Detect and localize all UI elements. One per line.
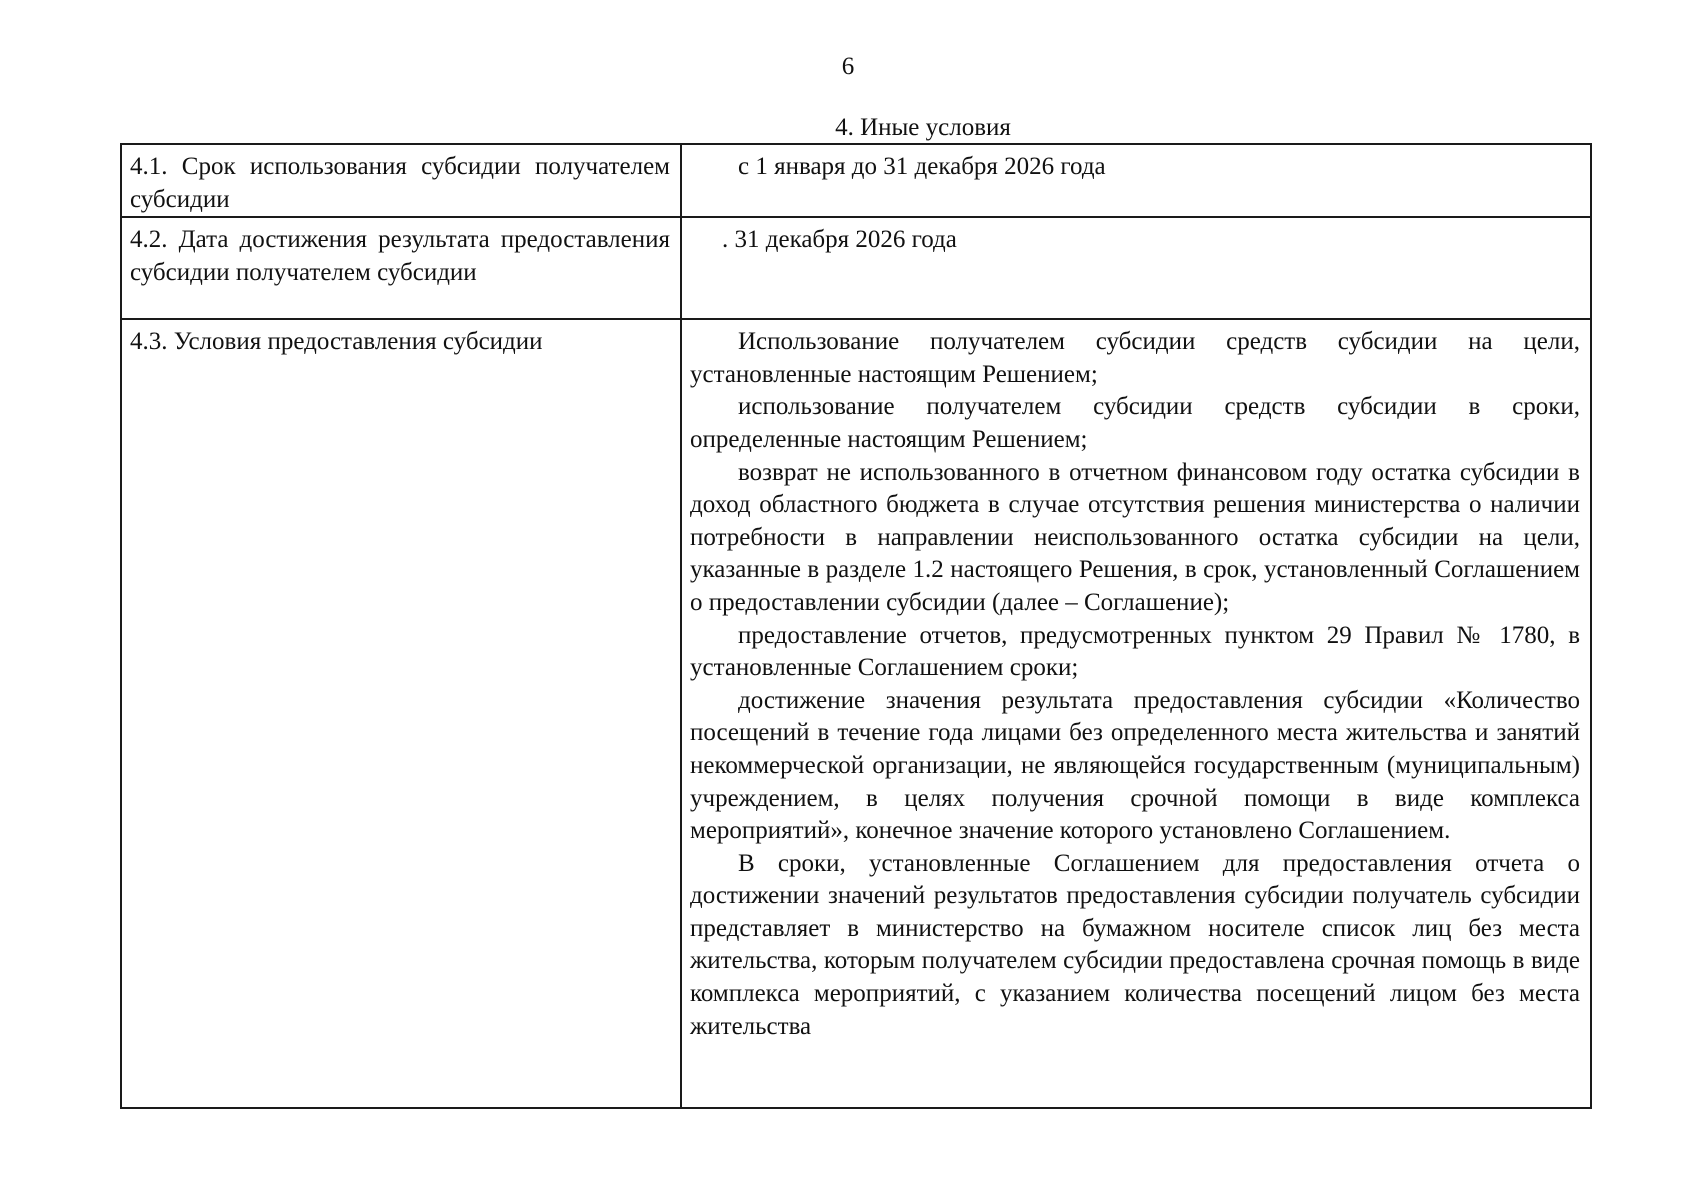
row-label-cell [121, 144, 681, 217]
condition-paragraph: Использование получателем субсидии средств субсидии на цели, установленные настоящим Решением; [690, 328, 1580, 388]
row-value: с 1 января до 31 декабря 2026 года [738, 153, 1106, 180]
page-number: 6 [841, 53, 855, 80]
condition-paragraph: достижение значения результата предоставления субсидии «Количество посещений в течение года лицами без определенного места жительства и занятий некоммерческой организации, не являющейся государственным (муниципальным) учреждением, в целях получения срочной помощи в виде комплекса мероприятий», конечное значение которого установлено Соглашением. [690, 686, 1580, 845]
condition-paragraph: В сроки, установленные Соглашением для предоставления отчета о достижении значений результатов предоставления субсидии получатель субсидии представляет в министерство на бумажном носителе список лиц без места жительства, которым получателем субсидии предоставлена срочная помощь в виде комплекса мероприятий, с указанием количества посещений лицом без места жительства [690, 849, 1580, 1040]
section-title: 4. Иные условия [835, 114, 1011, 141]
table-row [121, 144, 1591, 217]
row-label: 4.3. Условия предоставления субсидии [130, 328, 543, 356]
row-label: 4.2. Дата достижения результата предоставления субсидии получателем субсидии [130, 226, 670, 286]
condition-paragraph: использование получателем субсидии средств субсидии в сроки, определенные настоящим Решением; [690, 393, 1580, 453]
row-label-cell [121, 319, 681, 1108]
row-label: 4.1. Срок использования субсидии получателем субсидии [130, 153, 670, 213]
conditions-table [120, 143, 1592, 1109]
row-label-cell [121, 217, 681, 319]
condition-paragraph: возврат не использованного в отчетном финансовом году остатка субсидии в доход областного бюджета в случае отсутствия решения министерства о наличии потребности в направлении неиспользованного остатка субсидии на цели, указанные в разделе 1.2 настоящего Решения, в срок, установленный Соглашением о предоставлении субсидии (далее – Соглашение); [690, 458, 1580, 616]
row-value-cell [681, 319, 1591, 1108]
row-value: . 31 декабря 2026 года [722, 226, 957, 254]
table-row [121, 217, 1591, 319]
row-value-cell [681, 144, 1591, 217]
condition-paragraph: предоставление отчетов, предусмотренных пунктом 29 Правил № 1780, в установленные Соглашением сроки; [690, 621, 1580, 682]
row-value-cell [681, 217, 1591, 319]
table-row [121, 319, 1591, 1108]
